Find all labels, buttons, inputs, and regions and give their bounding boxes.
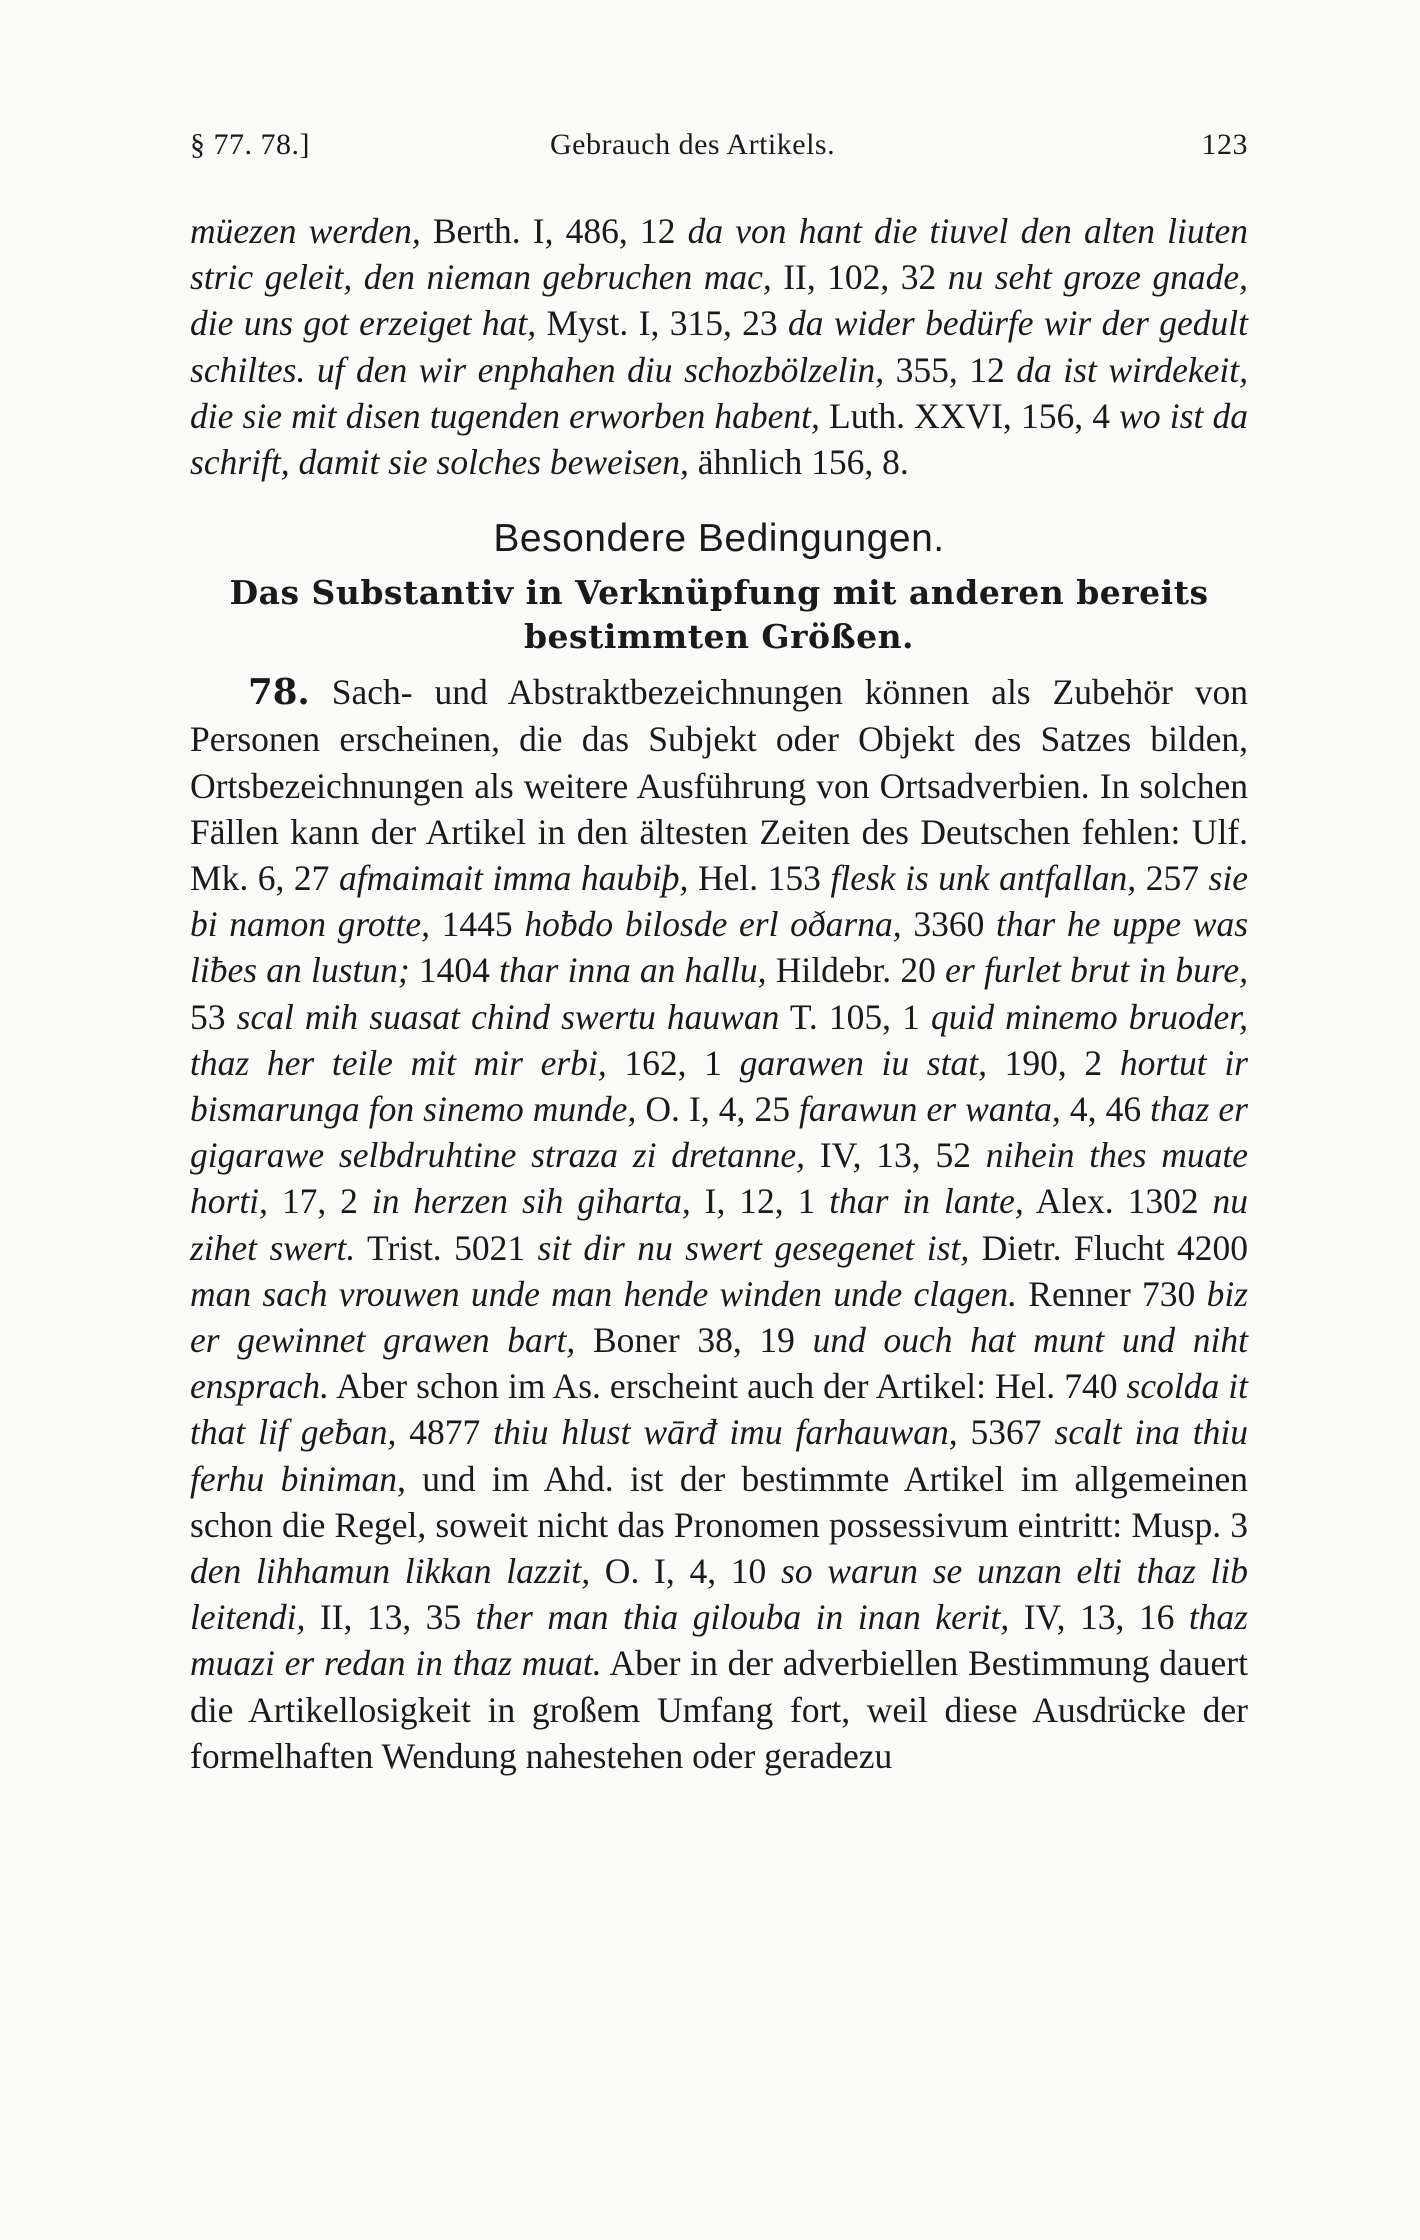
running-header (190, 128, 1248, 178)
quote-text: sie bi namon grotte, (190, 858, 1248, 945)
body-text: und im Ahd. ist der bestimmte Artikel im allgemeinen schon die Regel, soweit nicht das Pronomen possessivum eintritt: Musp. 3 (190, 1458, 1248, 1545)
section-reference: § 77. 78.] (190, 128, 310, 161)
quote-text: ther man thia gilouba in inan kerit, (475, 1597, 1010, 1638)
quote-text: thar in lante, (829, 1181, 1024, 1222)
citation: 5367 (957, 1412, 1055, 1453)
citation: 4877 (396, 1412, 494, 1453)
citation: 4, 46 (1060, 1089, 1151, 1130)
page-body (190, 208, 1248, 1779)
quote-text: wo ist da schrift, damit sie solches beweisen, (190, 395, 1248, 483)
citation: Alex. 1302 (1023, 1181, 1213, 1222)
citation: Luth. XXVI, 156, 4 (819, 395, 1120, 436)
paragraph-78 (190, 669, 1248, 1779)
citation: Dietr. Flucht 4200 (969, 1227, 1248, 1268)
quote-text: quid minemo bruoder, thaz her teile mit mir erbi, (190, 996, 1249, 1083)
quote-text: da ist wirdekeit, die sie mit disen tugenden erworben habent, (190, 349, 1249, 436)
body-text: Aber schon im As. erscheint auch der Artikel: Hel. 740 (329, 1366, 1127, 1407)
citation: 3360 (901, 904, 997, 945)
quote-text: thar he uppe was liƀes an lustun; (190, 904, 1249, 991)
quote-text: in herzen sih giharta, (371, 1181, 691, 1222)
quote-text: er furlet brut in bure, (945, 950, 1249, 991)
citation: IV, 13, 52 (804, 1135, 986, 1176)
quote-text: thiu hlust wārđ imu farhauwan, (493, 1412, 958, 1453)
quote-text: hoƀdo bilosde erl oðarna, (524, 904, 902, 945)
citation: 355, 12 (884, 349, 1017, 390)
citation: Boner 38, 19 (575, 1320, 813, 1361)
citation: Hildebr. 20 (766, 950, 946, 991)
quote-text: scal mih suasat chind swertu hauwan (236, 996, 780, 1037)
quote-text: thar inna an hallu, (499, 950, 767, 991)
quote-text: scolda it that lif geƀan, (190, 1366, 1248, 1453)
quote-text: garawen iu stat, (739, 1042, 987, 1083)
citation: 162, 1 (606, 1042, 740, 1083)
citation: Hel. 153 (688, 858, 831, 899)
section-number: 78. (248, 672, 310, 714)
citation: T. 105, 1 (779, 996, 931, 1037)
quote-text: flesk is unk antfallan, (830, 858, 1137, 899)
body-text: Aber in der adverbiellen Bestimmung dauert die Artikellosigkeit in großem Umfang fort, weil diese Ausdrücke der formelhaften Wendung nahestehen oder geradezu (190, 1643, 1248, 1776)
quote-text: thaz er gigarawe selbdruhtine straza zi dretanne, (190, 1089, 1248, 1176)
citation: ähnlich 156, 8. (688, 442, 909, 483)
quote-text: thaz muazi er redan in thaz muat. (190, 1597, 1248, 1684)
citation: Berth. I, 486, 12 (420, 211, 688, 251)
citation: Renner 730 (1017, 1273, 1207, 1314)
citation: 53 (190, 996, 237, 1037)
quote-text: sit dir nu swert gesegenet ist, (537, 1227, 970, 1268)
citation: Myst. I, 315, 23 (536, 303, 789, 344)
citation: I, 12, 1 (690, 1181, 830, 1222)
citation: II, 102, 32 (771, 257, 948, 298)
quote-text: so warun se unzan elti thaz lib leitendi, (190, 1551, 1248, 1638)
section-subheading: Das Substantiv in Verknüpfung mit anderen bereits bestimmten Größen. (229, 573, 1209, 657)
quote-text: da wider bedürfe wir der gedult schiltes. uf den wir enphahen diu schozbölzelin, (190, 303, 1248, 390)
citation: 257 (1136, 858, 1209, 899)
citation: O. I, 4, 10 (590, 1551, 781, 1592)
body-text: Sach- und Abstraktbezeichnungen können als Zubehör von Personen erscheinen, die das Subjekt oder Objekt des Satzes bilden, Ortsbezeichnungen als weitere Ausführung von Ortsadverbien. In solchen Fällen kann der Artikel in den ältesten Zeiten des Deutschen fehlen: Ulf. Mk. 6, 27 (190, 672, 1248, 899)
citation: 190, 2 (986, 1042, 1120, 1083)
citation: II, 13, 35 (305, 1597, 476, 1638)
citation: 1445 (429, 904, 525, 945)
quote-text: nu seht groze gnade, die uns got erzeiget hat, (190, 257, 1248, 344)
quote-text: scalt ina thiu ferhu biniman, (190, 1412, 1249, 1499)
quote-text: müezen werden, (190, 211, 421, 251)
citation: 17, 2 (267, 1181, 372, 1222)
citation: Trist. 5021 (355, 1227, 538, 1268)
paragraph-continuation (190, 208, 1248, 485)
quote-text: und ouch hat munt und niht ensprach. (190, 1320, 1248, 1407)
section-heading: Besondere Bedingungen. (493, 517, 945, 561)
page-number: 123 (1201, 128, 1248, 161)
quote-text: man sach vrouwen unde man hende winden unde clagen. (190, 1273, 1018, 1314)
quote-text: nihein thes muate horti, (190, 1135, 1248, 1222)
quote-text: den lihhamun likkan lazzit, (190, 1551, 591, 1592)
quote-text: farawun er wanta, (799, 1089, 1061, 1130)
citation: IV, 13, 16 (1009, 1597, 1189, 1638)
citation: O. I, 4, 25 (636, 1089, 800, 1130)
page-title: Gebrauch des Artikels. (550, 128, 836, 161)
quote-text: da von hant die tiuvel den alten liuten stric geleit, den nieman gebruchen mac, (190, 211, 1248, 298)
quote-text: biz er gewinnet grawen bart, (190, 1273, 1248, 1361)
quote-text: hortut ir bismarunga fon sinemo munde, (190, 1042, 1248, 1130)
quote-text: nu zihet swert. (190, 1181, 1249, 1268)
citation: 1404 (409, 950, 500, 991)
quote-text: afmaimait imma haubiþ, (338, 858, 689, 899)
